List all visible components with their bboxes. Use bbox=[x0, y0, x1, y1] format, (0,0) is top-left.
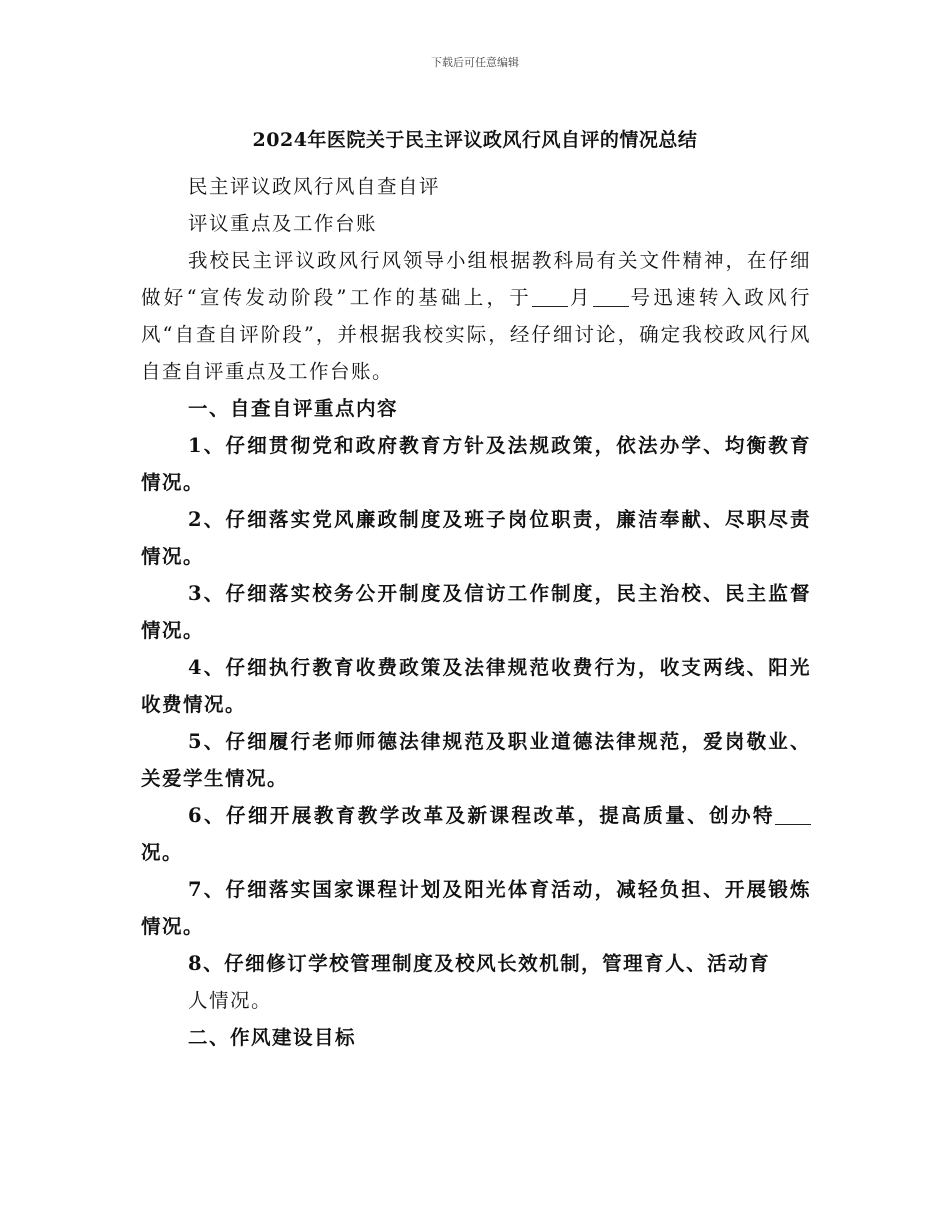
list-item-7: 7、仔细落实国家课程计划及阳光体育活动，减轻负担、开展锻炼情况。 bbox=[141, 878, 811, 938]
list-item-5: 5、仔细履行老师师德法律规范及职业道德法律规范，爱岗敬业、关爱学生情况。 bbox=[141, 730, 811, 790]
intro-paragraph bbox=[141, 242, 811, 390]
section-heading-1: 一、自查自评重点内容 bbox=[188, 397, 399, 420]
list-item-6-text-a: 6、仔细开展教育教学改革及新课程改革，提高质量、创办特 bbox=[188, 804, 775, 827]
list-item-3: 3、仔细落实校务公开制度及信访工作制度，民主治校、民主监督情况。 bbox=[141, 582, 811, 642]
section-heading-2: 二、作风建设目标 bbox=[188, 1026, 357, 1049]
list-item-6-blank bbox=[775, 805, 811, 826]
document-title: 2024年医院关于民主评议政风行风自评的情况总结 bbox=[252, 129, 698, 151]
list-item-1: 1、仔细贯彻党和政府教育方针及法规政策，依法办学、均衡教育情况。 bbox=[141, 434, 811, 494]
list-item-4: 4、仔细执行教育收费政策及法律规范收费行为，收支两线、阳光收费情况。 bbox=[141, 656, 811, 716]
document-body bbox=[141, 168, 811, 1056]
list-item-2: 2、仔细落实党风廉政制度及班子岗位职责，廉洁奉献、尽职尽责情况。 bbox=[141, 508, 811, 568]
list-item-6-text-b: 况。 bbox=[141, 841, 184, 864]
intro-text-b: 月 bbox=[568, 286, 593, 309]
intro-text-c: 号迅速转入政风行风“自查自评阶段”，并根据我校实际，经仔细讨论，确定我校政风行风自查自评重点及工作台账。 bbox=[141, 286, 811, 383]
page-header-note: 下载后可任意编辑 bbox=[431, 56, 519, 69]
list-item-6 bbox=[141, 797, 811, 871]
date-blank-day bbox=[593, 287, 629, 308]
list-item-8: 8、仔细修订学校管理制度及校风长效机制，管理育人、活动育 bbox=[188, 952, 771, 975]
list-item-8-continuation: 人情况。 bbox=[188, 989, 273, 1012]
intro-text-a: 我校民主评议政风行风领导小组根据教科局有关文件精神，在仔细做好“宣传发动阶段”工作的基础上，于 bbox=[141, 249, 811, 309]
paragraph-heading-2: 评议重点及工作台账 bbox=[188, 212, 378, 235]
date-blank-month bbox=[532, 287, 568, 308]
paragraph-heading-1: 民主评议政风行风自查自评 bbox=[188, 175, 441, 198]
